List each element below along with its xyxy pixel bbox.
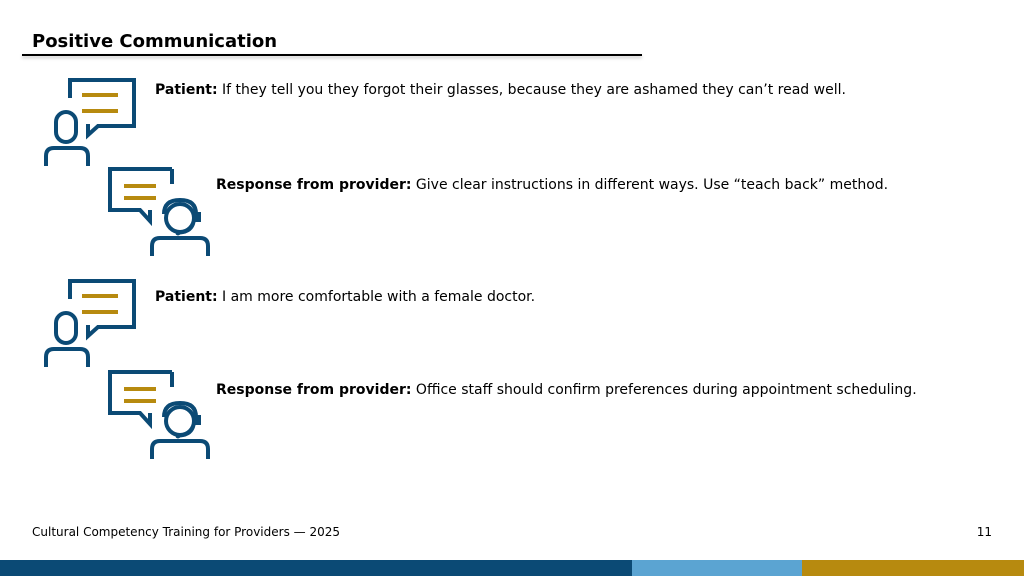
- provider-response: [216, 176, 888, 194]
- patient-speech-icon: [42, 277, 138, 371]
- footer-bar-light-blue: [632, 560, 802, 576]
- slide-footer: Cultural Competency Training for Providers — 2025: [32, 525, 340, 539]
- provider-text: Give clear instructions in different ways. Use “teach back” method.: [411, 177, 889, 193]
- footer-bar-navy: [0, 560, 632, 576]
- footer-bar-gold: [802, 560, 1024, 576]
- provider-headset-speech-icon: [106, 369, 210, 461]
- patient-text: I am more comfortable with a female doctor.: [217, 289, 536, 305]
- slide-title: Positive Communication: [32, 31, 278, 52]
- patient-label: Patient:: [155, 289, 218, 305]
- patient-text: If they tell you they forgot their glasses, because they are ashamed they can’t read well.: [217, 82, 846, 98]
- provider-response: [216, 381, 917, 399]
- provider-label: Response from provider:: [216, 382, 412, 398]
- patient-statement: [155, 81, 846, 99]
- patient-statement: [155, 288, 535, 306]
- patient-speech-icon: [42, 76, 138, 170]
- provider-headset-speech-icon: [106, 166, 210, 258]
- title-underline: [22, 54, 642, 56]
- provider-label: Response from provider:: [216, 177, 412, 193]
- patient-label: Patient:: [155, 82, 218, 98]
- provider-text: Office staff should confirm preferences during appointment scheduling.: [411, 382, 917, 398]
- page-number: 11: [976, 525, 992, 539]
